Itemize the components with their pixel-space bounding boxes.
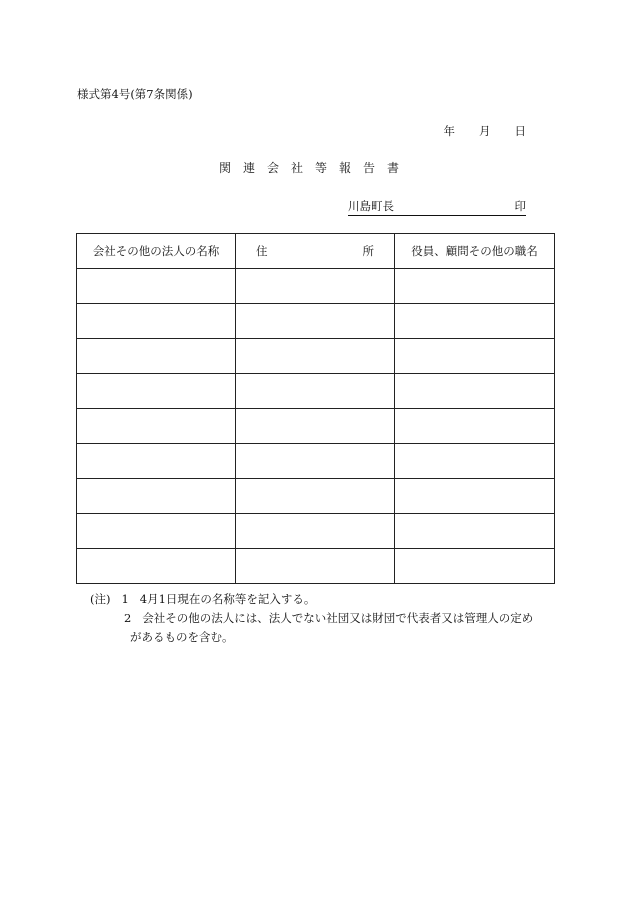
addressee-name: 川島町長 <box>348 199 394 213</box>
note-2 <box>90 609 533 628</box>
position-cell[interactable] <box>395 269 555 304</box>
company-name-cell[interactable] <box>77 514 236 549</box>
note-1-text: 4月1日現在の名称等を記入する。 <box>139 592 316 606</box>
date-year: 年 <box>443 124 455 138</box>
note-label: (注) <box>90 592 111 606</box>
position-cell[interactable] <box>395 479 555 514</box>
table-row <box>77 514 555 549</box>
table-row <box>77 549 555 584</box>
address-cell[interactable] <box>236 479 395 514</box>
notes <box>90 590 533 647</box>
position-cell[interactable] <box>395 549 555 584</box>
document-title: 関連会社等報告書 <box>218 161 411 175</box>
company-name-cell[interactable] <box>77 374 236 409</box>
position-cell[interactable] <box>395 409 555 444</box>
position-cell[interactable] <box>395 339 555 374</box>
addressee-line <box>348 198 526 216</box>
date-day: 日 <box>514 124 526 138</box>
header-address <box>236 234 395 269</box>
position-cell[interactable] <box>395 514 555 549</box>
address-cell[interactable] <box>236 304 395 339</box>
position-cell[interactable] <box>395 374 555 409</box>
note-1 <box>90 590 533 609</box>
header-address-part1: 住 <box>256 244 268 258</box>
address-cell[interactable] <box>236 444 395 479</box>
table-row <box>77 304 555 339</box>
address-cell[interactable] <box>236 514 395 549</box>
form-number: 様式第4号(第7条関係) <box>77 87 193 101</box>
company-name-cell[interactable] <box>77 269 236 304</box>
table-row <box>77 409 555 444</box>
company-name-cell[interactable] <box>77 409 236 444</box>
header-position: 役員、顧問その他の職名 <box>395 234 555 269</box>
company-name-cell[interactable] <box>77 549 236 584</box>
table-row <box>77 339 555 374</box>
address-cell[interactable] <box>236 269 395 304</box>
company-name-cell[interactable] <box>77 444 236 479</box>
company-name-cell[interactable] <box>77 479 236 514</box>
address-cell[interactable] <box>236 549 395 584</box>
note-2-number: 2 <box>124 611 132 625</box>
note-2-continuation: があるものを含む。 <box>130 630 234 644</box>
seal-mark: 印 <box>514 199 526 213</box>
table-row <box>77 479 555 514</box>
company-name-cell[interactable] <box>77 339 236 374</box>
date-month: 月 <box>479 124 491 138</box>
address-cell[interactable] <box>236 339 395 374</box>
related-companies-table <box>76 233 555 584</box>
table-row <box>77 444 555 479</box>
table-body <box>77 269 555 584</box>
note-1-number: 1 <box>121 592 129 606</box>
position-cell[interactable] <box>395 304 555 339</box>
date-line <box>444 123 527 139</box>
table-row <box>77 374 555 409</box>
header-address-part2: 所 <box>362 244 374 258</box>
company-name-cell[interactable] <box>77 304 236 339</box>
table-header-row <box>77 234 555 269</box>
position-cell[interactable] <box>395 444 555 479</box>
address-cell[interactable] <box>236 409 395 444</box>
table-row <box>77 269 555 304</box>
header-company-name: 会社その他の法人の名称 <box>77 234 236 269</box>
address-cell[interactable] <box>236 374 395 409</box>
note-2-text: 会社その他の法人には、法人でない社団又は財団で代表者又は管理人の定め <box>142 611 534 625</box>
